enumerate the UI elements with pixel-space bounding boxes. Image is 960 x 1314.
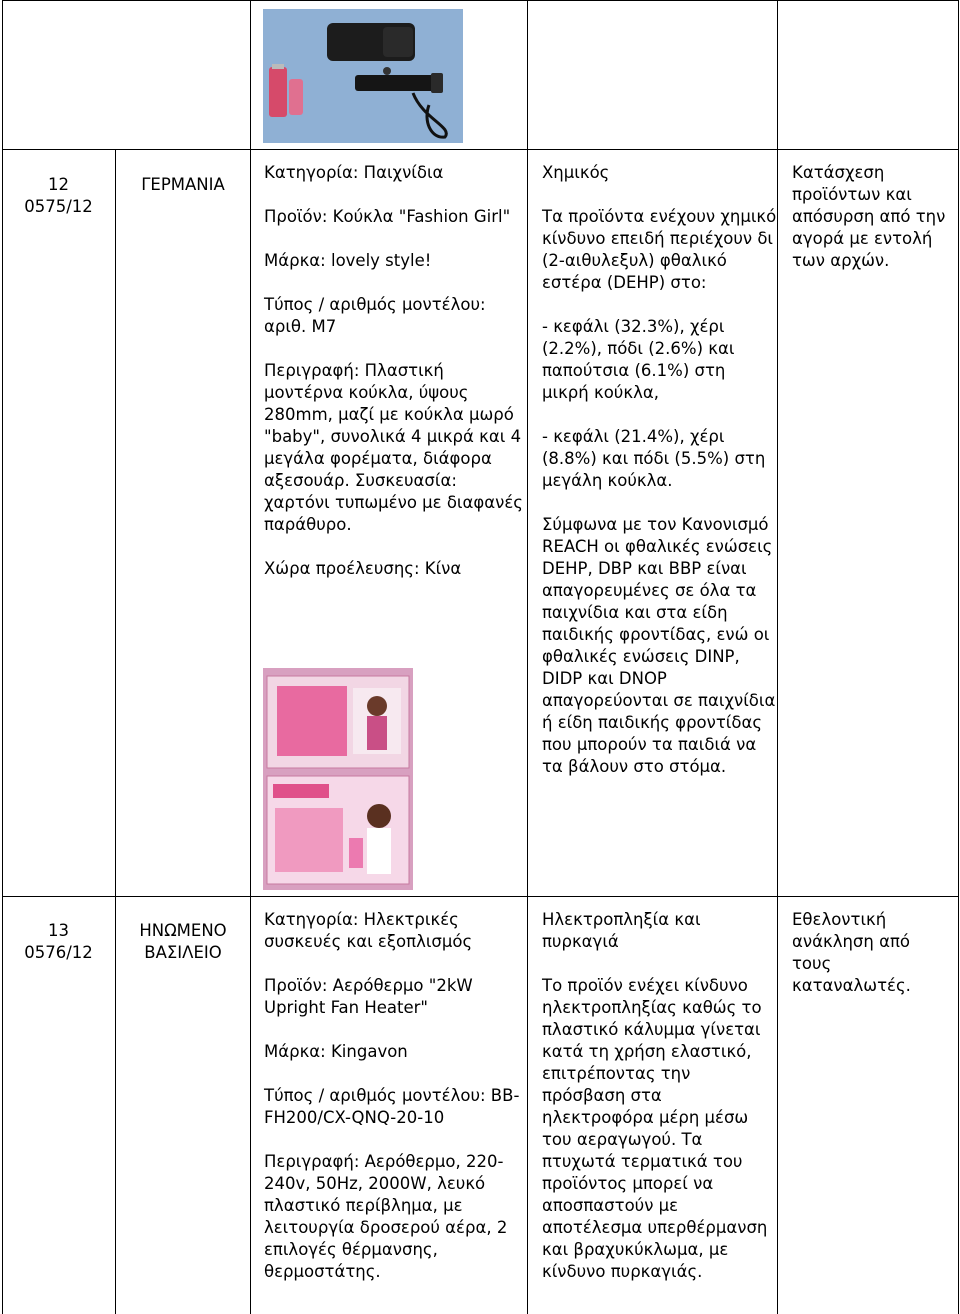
notification-code: 0576/12	[24, 943, 93, 962]
doll-product-photo	[263, 668, 413, 890]
product-description: Περιγραφή: Πλαστική μοντέρνα κούκλα, ύψους 280mm, μαζί με κούκλα μωρό "baby", συνολικά 4 μικρά και 4 μεγάλα φορέματα, διάφορα αξεσουάρ. Συσκευασία: χαρτόνι τυπωμένο με διαφανές παράθυρο.	[264, 361, 523, 534]
product-name: Προϊόν: Κούκλα "Fashion Girl"	[264, 207, 511, 226]
risk-type: Ηλεκτροπληξία και πυρκαγιά	[542, 910, 701, 951]
notification-number: 12	[48, 175, 69, 194]
risk-small-doll: - κεφάλι (32.3%), χέρι (2.2%), πόδι (2.6%) και παπούτσια (6.1%) στη μικρή κούκλα,	[542, 317, 735, 402]
product-model: Τύπος / αριθμός μοντέλου: αριθ. M7	[264, 295, 486, 336]
product-brand: Μάρκα: lovely style!	[264, 251, 432, 270]
product-model: Τύπος / αριθμός μοντέλου: BB-FH200/CX-QNQ-20-10	[264, 1086, 520, 1127]
product-name: Προϊόν: Αερόθερμο "2kW Upright Fan Heater"	[264, 976, 473, 1017]
risk-type: Χημικός	[542, 163, 610, 182]
risk-large-doll: - κεφάλι (21.4%), χέρι (8.8%) και πόδι (5.5%) στη μεγάλη κούκλα.	[542, 427, 766, 490]
measures-taken: Εθελοντική ανάκληση από τους καταναλωτές.	[792, 910, 911, 995]
product-description: Περιγραφή: Αερόθερμο, 220-240v, 50Hz, 2000W, λευκό πλαστικό περίβλημα, με λειτουργία δροσερού αέρα, 2 επιλογές θέρμανσης, θερμοστάτης.	[264, 1152, 508, 1281]
product-category: Κατηγορία: Παιχνίδια	[264, 163, 444, 182]
country: ΓΕΡΜΑΝΙΑ	[141, 175, 225, 194]
notification-number: 13	[48, 921, 69, 940]
measures-taken: Κατάσχεση προϊόντων και απόσυρση από την αγορά με εντολή των αρχών.	[792, 163, 946, 270]
laser-pointer-photo	[263, 9, 463, 143]
country-of-origin: Χώρα προέλευσης: Κίνα	[264, 559, 462, 578]
risk-description: Το προϊόν ενέχει κίνδυνο ηλεκτροπληξίας καθώς το πλαστικό κάλυμμα γίνεται κατά τη χρήση ελαστικό, επιτρέποντας την πρόσβαση στα ηλεκτροφόρα μέρη μέσω του αεραγωγού. Τα πτυχωτά τερματικά του προϊόντος μπορεί να αποσπαστούν με αποτέλεσμα υπερθέρμανση και βραχυκύκλωμα, με κίνδυνο πυρκαγιάς.	[542, 976, 768, 1281]
risk-description: Τα προϊόντα ενέχουν χημικό κίνδυνο επειδή περιέχουν δι (2-αιθυλεξυλ) φθαλικό εστέρα (DEHP) στο:	[542, 207, 777, 292]
product-category: Κατηγορία: Ηλεκτρικές συσκευές και εξοπλισμός	[264, 910, 473, 951]
product-brand: Μάρκα: Kingavon	[264, 1042, 408, 1061]
country: ΗΝΩΜΕΝΟ ΒΑΣΙΛΕΙΟ	[139, 921, 227, 962]
notification-code: 0575/12	[24, 197, 93, 216]
risk-regulation: Σύμφωνα με τον Κανονισμό REACH οι φθαλικές ενώσεις DEHP, DBP και BBP είναι απαγορευμένες σε όλα τα παιχνίδια και στα είδη παιδικής φροντίδας, ενώ οι φθαλικές ενώσεις DINP, DIDP και DNOP απαγορεύονται σε παιχνίδια ή είδη παιδικής φροντίδας που μπορούν τα παιδιά να τα βάλουν στο στόμα.	[542, 515, 776, 776]
